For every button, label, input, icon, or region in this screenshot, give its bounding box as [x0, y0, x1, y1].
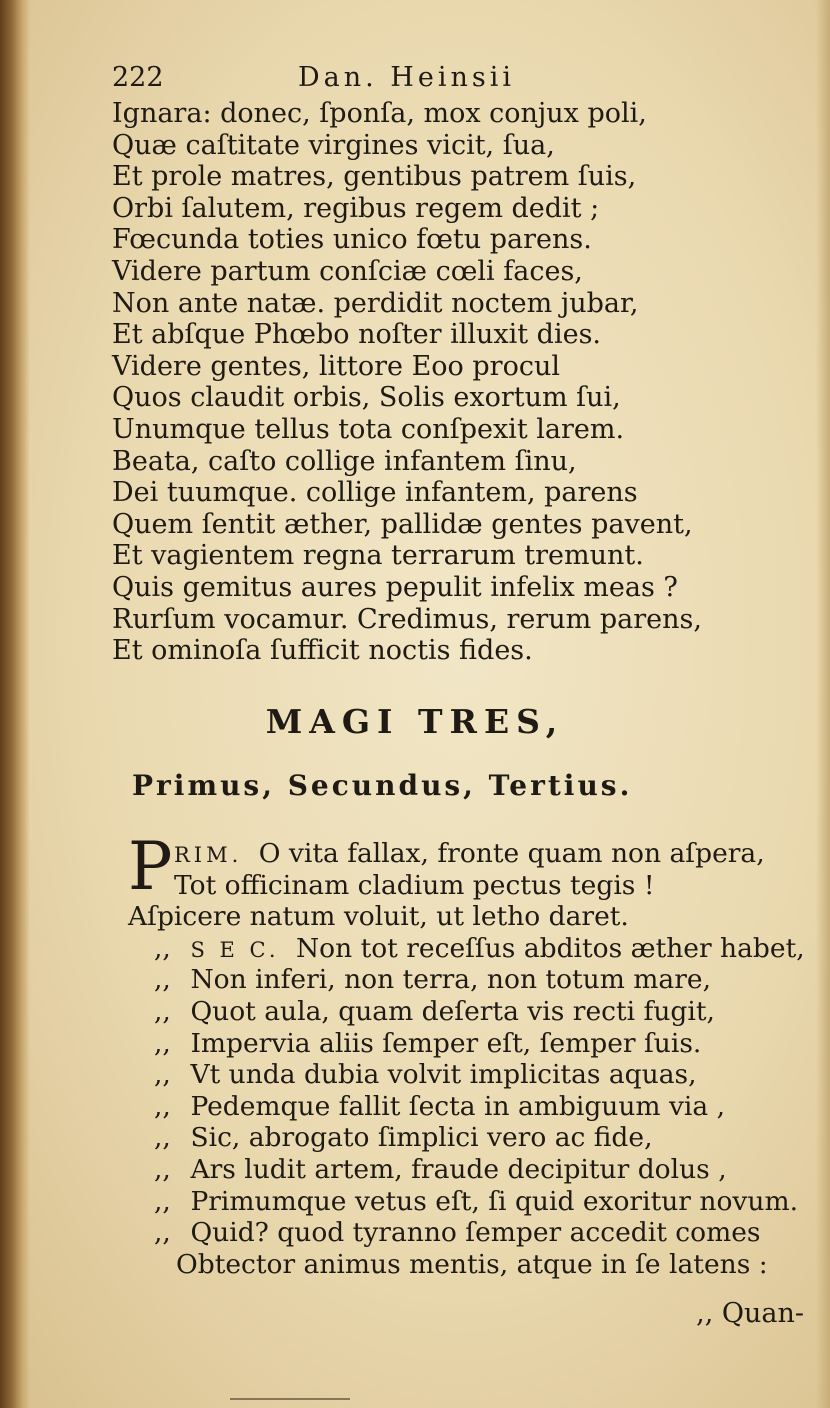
catchword: ,, Quan-	[696, 1298, 804, 1329]
quote-mark: ,,	[154, 964, 171, 996]
dialogue-text: Non inferi, non terra, non totum mare,	[190, 964, 712, 996]
verse-block	[112, 98, 792, 667]
verse-line: Fœcunda toties unico fœtu parens.	[112, 224, 592, 256]
running-head: Dan. Heinsii	[298, 62, 515, 93]
verse-line: Videre partum conſciæ cœli faces,	[112, 255, 583, 287]
verse-line: Dei tuumque. collige infantem, parens	[112, 477, 638, 509]
verse-line: Et abſque Phœbo noſter illuxit dies.	[112, 319, 602, 351]
dialogue-line: Tot officinam cladium pectus tegis !	[174, 869, 655, 901]
verse-line: Quos claudit orbis, Solis exortum ſui,	[112, 382, 621, 414]
dialogue-line: Obtector animus mentis, atque in ſe latens :	[176, 1248, 768, 1280]
dialogue-text: Sic, abrogato ſimplici vero ac fide,	[190, 1122, 653, 1154]
quote-mark: ,,	[154, 1153, 171, 1185]
dialogue-text: Primumque vetus eſt, ſi quid exoritur novum.	[190, 1185, 798, 1217]
dialogue-line	[128, 1217, 808, 1249]
speaker-list: Primus, Secundus, Tertius.	[132, 769, 633, 802]
dialogue-line	[128, 1186, 808, 1218]
dialogue-line	[128, 1028, 808, 1060]
dialogue-line	[128, 933, 808, 965]
verse-line: Et vagientem regna terrarum tremunt.	[112, 540, 644, 572]
verse-line: Videre gentes, littore Eoo procul	[112, 350, 560, 382]
quote-mark: ,,	[154, 1027, 171, 1059]
dialogue-text: O vita fallax, fronte quam non aſpera,	[258, 838, 765, 869]
speaker-tag: RIM.	[174, 843, 243, 867]
verse-line: Quem ſentit æther, pallidæ gentes pavent,	[112, 508, 693, 540]
verse-line: Et prole matres, gentibus patrem ſuis,	[112, 161, 637, 193]
verse-line: Non ante natæ. perdidit noctem jubar,	[112, 287, 639, 319]
quote-mark: ,,	[154, 1185, 171, 1217]
quote-mark: ,,	[154, 1122, 171, 1154]
speaker-tag: S E C.	[190, 937, 280, 962]
quote-mark: ,,	[154, 1090, 171, 1122]
dialogue-text: Non tot receſſus abditos æther habet,	[295, 932, 805, 964]
dialogue-text: Quot aula, quam deſerta vis recti fugit,	[190, 995, 715, 1027]
dialogue-line	[128, 964, 808, 996]
dialogue-line	[128, 1059, 808, 1091]
section-heading: MAGI TRES,	[265, 702, 565, 741]
dialogue-text: Ars ludit artem, fraude decipitur dolus ,	[190, 1153, 727, 1185]
verse-line: Orbi ſalutem, regibus regem dedit ;	[112, 192, 600, 224]
verse-line: Rurſum vocamur. Credimus, rerum parens,	[112, 603, 702, 635]
footer-rule	[230, 1398, 350, 1400]
dialogue-line	[128, 996, 808, 1028]
dialogue-line	[128, 1154, 808, 1186]
drop-cap: P	[128, 828, 173, 905]
verse-line: Beata, caſto collige infantem ſinu,	[112, 445, 577, 477]
dialogue-line	[128, 1122, 808, 1154]
dialogue-line	[128, 1091, 808, 1123]
page-number: 222	[112, 62, 164, 93]
dialogue-text: Vt unda dubia volvit implicitas aquas,	[190, 1059, 697, 1091]
dialogue-block	[128, 828, 808, 1280]
page-header	[112, 58, 592, 98]
quote-mark: ,,	[154, 932, 171, 964]
verse-line: Unumque tellus tota conſpexit larem.	[112, 413, 625, 445]
verse-line: Quis gemitus aures pepulit infelix meas ?	[112, 571, 678, 603]
verse-line: Quæ caſtitate virgines vicit, ſua,	[112, 129, 555, 161]
dialogue-text: Quid? quod tyranno ſemper accedit comes	[190, 1217, 761, 1249]
dialogue-text: Pedemque fallit ſecta in ambiguum via ,	[190, 1090, 726, 1122]
quote-mark: ,,	[154, 995, 171, 1027]
verse-line: Et ominoſa ſufficit noctis fides.	[112, 635, 533, 667]
dialogue-line: Aſpicere natum voluit, ut letho daret.	[128, 901, 629, 933]
quote-mark: ,,	[154, 1217, 171, 1249]
dialogue-text: Impervia aliis ſemper eſt, ſemper ſuis.	[190, 1027, 702, 1059]
verse-line: Ignara: donec, ſponſa, mox conjux poli,	[112, 98, 647, 129]
quote-mark: ,,	[154, 1059, 171, 1091]
